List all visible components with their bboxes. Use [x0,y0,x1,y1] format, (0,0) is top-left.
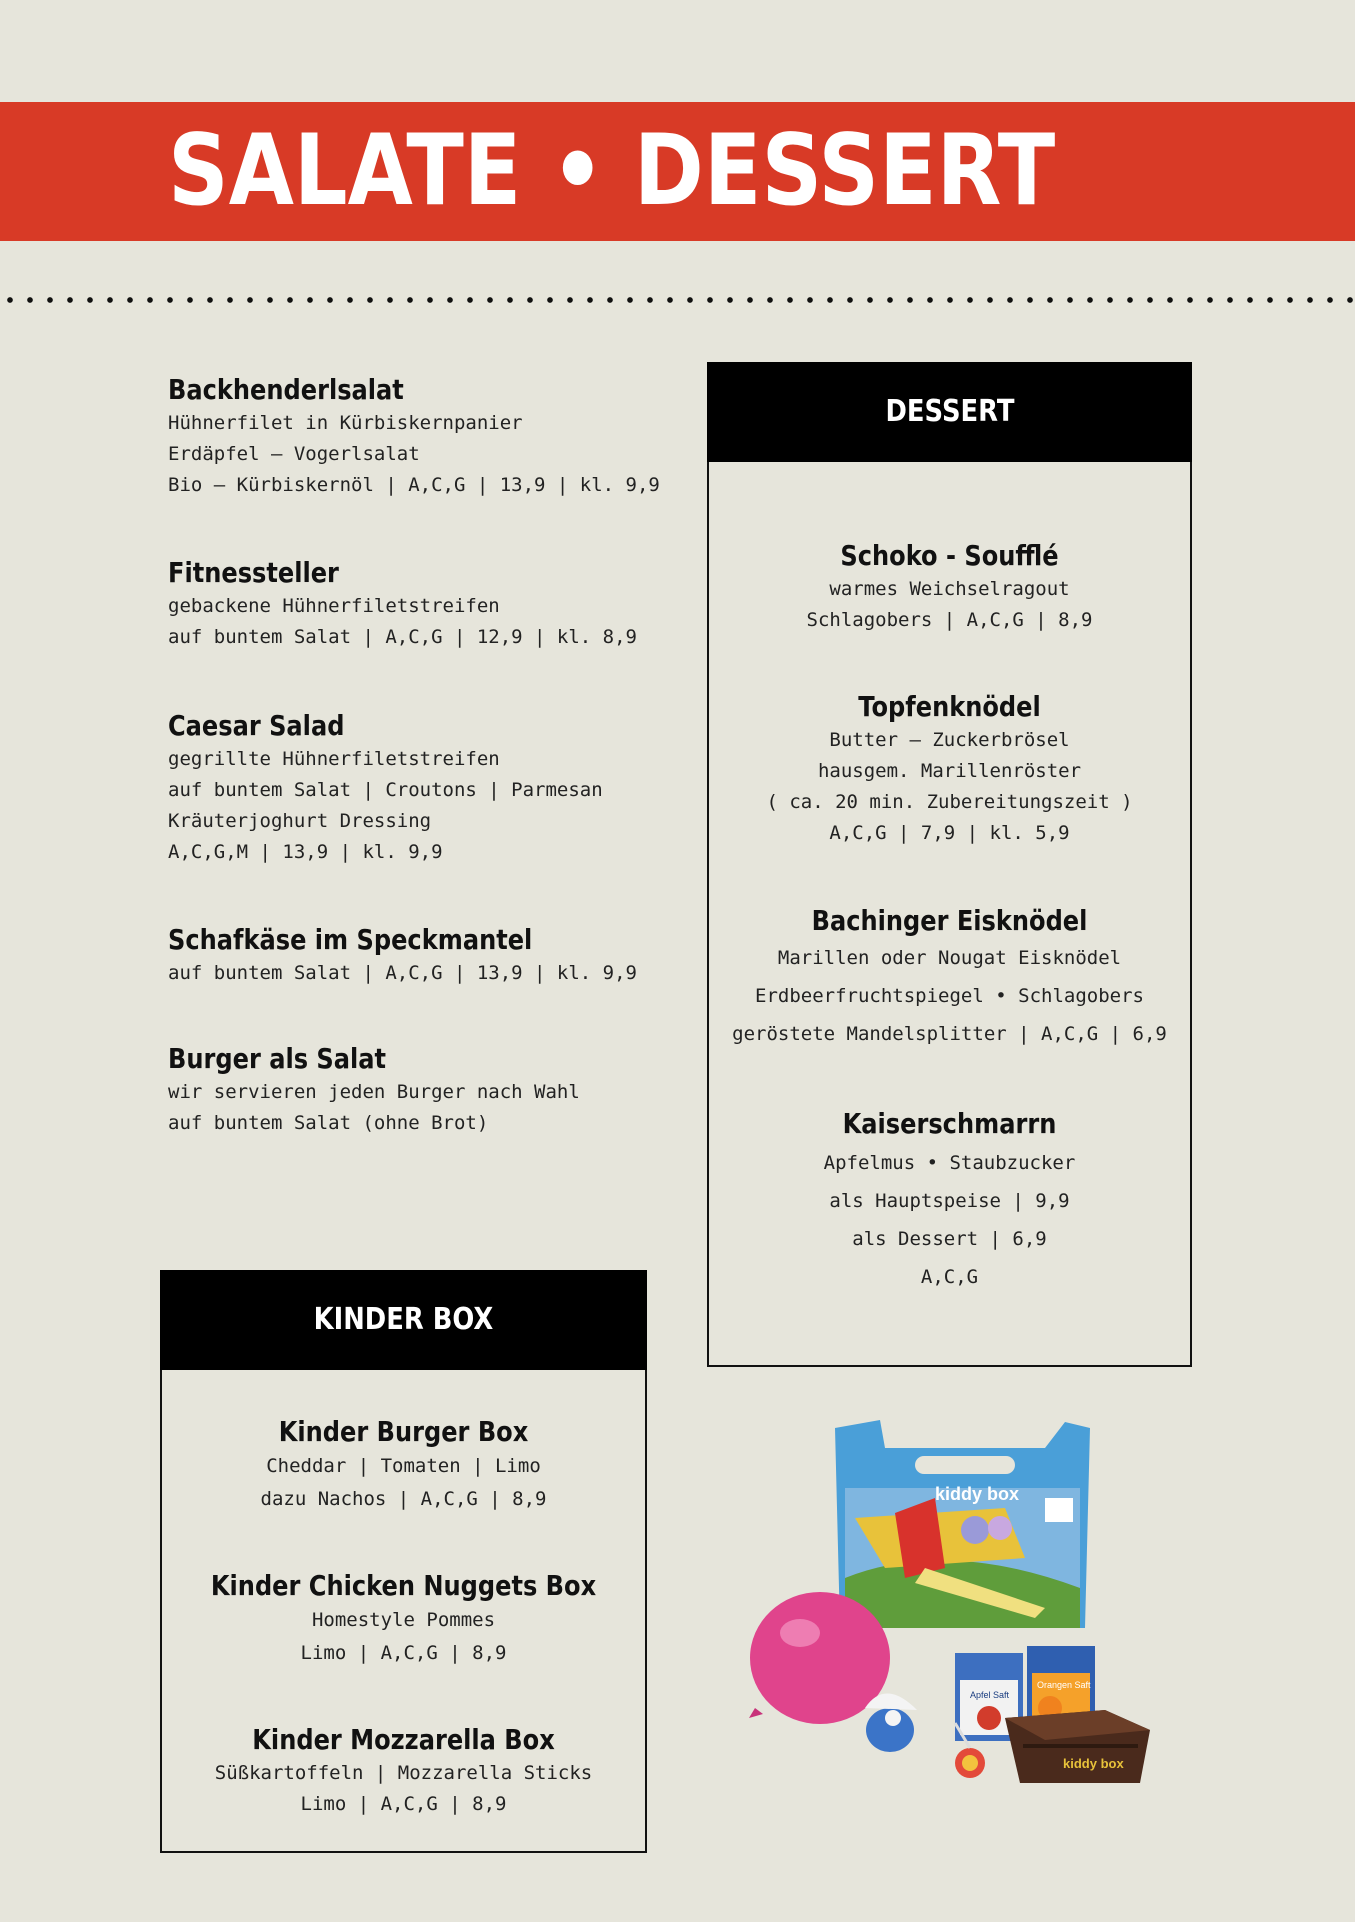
item-line: Bio – Kürbiskernöl | A,C,G | 13,9 | kl. 9,9 [168,474,660,496]
kinder-box [160,1270,647,1853]
item-line: A,C,G [920,1266,979,1288]
item-title: Kinder Chicken Nuggets Box [210,1569,597,1602]
menu-item-backhenderlsalat [168,372,688,501]
item-line: als Hauptspeise | 9,9 [829,1190,1070,1212]
item-title: Backhenderlsalat [168,373,404,406]
kiddy-box-carton [835,1420,1090,1628]
item-title: Topfenknödel [858,690,1041,723]
item-line: auf buntem Salat | A,C,G | 12,9 | kl. 8,9 [168,626,637,648]
item-title: Schafkäse im Speckmantel [168,923,533,956]
dessert-heading-bar [707,362,1192,462]
dessert-item-kaiserschmarrn [709,1104,1190,1296]
kiddy-box-illustration [745,1418,1155,1786]
kinder-heading-bar [160,1270,647,1370]
header-banner [0,102,1355,241]
item-line: Butter – Zuckerbrösel [829,729,1070,751]
treasure-chest-icon [1005,1710,1150,1783]
item-line: Limo | A,C,G | 8,9 [300,1642,507,1664]
kinder-heading: KINDER BOX [313,1302,494,1337]
menu-item-schafkaese [168,922,688,989]
item-line: Kräuterjoghurt Dressing [168,810,432,832]
box-brand-label: kiddy box [935,1484,1020,1504]
item-line: auf buntem Salat | A,C,G | 13,9 | kl. 9,9 [168,962,637,984]
item-line: A,C,G | 7,9 | kl. 5,9 [829,822,1070,844]
item-title: Fitnessteller [168,556,339,589]
menu-item-caesar-salad [168,708,688,868]
item-line: auf buntem Salat (ohne Brot) [168,1112,489,1134]
item-line: Erdbeerfruchtspiegel • Schlagobers [755,985,1144,1007]
item-title: Burger als Salat [168,1042,387,1075]
item-line: auf buntem Salat | Croutons | Parmesan [168,779,603,801]
item-line: Erdäpfel – Vogerlsalat [168,443,420,465]
dessert-item-topfenknoedel [709,689,1190,849]
item-line: Marillen oder Nougat Eisknödel [777,947,1122,969]
item-title: Kinder Burger Box [278,1415,529,1448]
item-line: A,C,G,M | 13,9 | kl. 9,9 [168,841,443,863]
item-line: geröstete Mandelsplitter | A,C,G | 6,9 [732,1023,1167,1045]
item-title: Kinder Mozzarella Box [252,1723,555,1756]
item-line: Hühnerfilet in Kürbiskernpanier [168,412,523,434]
item-line: als Dessert | 6,9 [852,1228,1047,1250]
item-line: Süßkartoffeln | Mozzarella Sticks [214,1762,593,1784]
dessert-heading: DESSERT [884,394,1014,429]
item-line: gebackene Hühnerfiletstreifen [168,595,500,617]
page-title: SALATE • DESSERT [168,114,1056,228]
item-line: ( ca. 20 min. Zubereitungszeit ) [766,791,1133,813]
chest-label: kiddy box [1063,1756,1124,1771]
kinder-item-burger-box [162,1414,645,1516]
item-line: Homestyle Pommes [311,1609,496,1631]
item-line: warmes Weichselragout [829,578,1070,600]
carton-label: Apfel Saft [970,1690,1010,1700]
menu-item-fitnessteller [168,555,688,653]
dessert-item-bachinger-eisknoedel [709,903,1190,1053]
item-line: Apfelmus • Staubzucker [823,1152,1076,1174]
item-line: Schlagobers | A,C,G | 8,9 [806,609,1093,631]
item-line: gegrillte Hühnerfiletstreifen [168,748,500,770]
item-line: wir servieren jeden Burger nach Wahl [168,1081,580,1103]
kinder-item-chicken-nuggets-box [162,1568,645,1670]
item-title: Bachinger Eisknödel [811,904,1088,937]
item-line: hausgem. Marillenröster [817,760,1082,782]
dessert-box [707,362,1192,1367]
dotted-divider [0,296,1355,304]
item-title: Kaiserschmarrn [842,1107,1057,1140]
carton-label: Orangen Saft [1037,1680,1091,1690]
item-title: Schoko - Soufflé [840,539,1059,572]
kinder-item-mozzarella-box [162,1722,645,1820]
dessert-item-schoko-souffle [709,538,1190,636]
item-line: Cheddar | Tomaten | Limo [266,1455,541,1477]
item-title: Caesar Salad [168,709,345,742]
toy-figure-icon [865,1693,917,1752]
menu-item-burger-als-salat [168,1041,688,1139]
item-line: dazu Nachos | A,C,G | 8,9 [260,1488,547,1510]
item-line: Limo | A,C,G | 8,9 [300,1793,507,1815]
